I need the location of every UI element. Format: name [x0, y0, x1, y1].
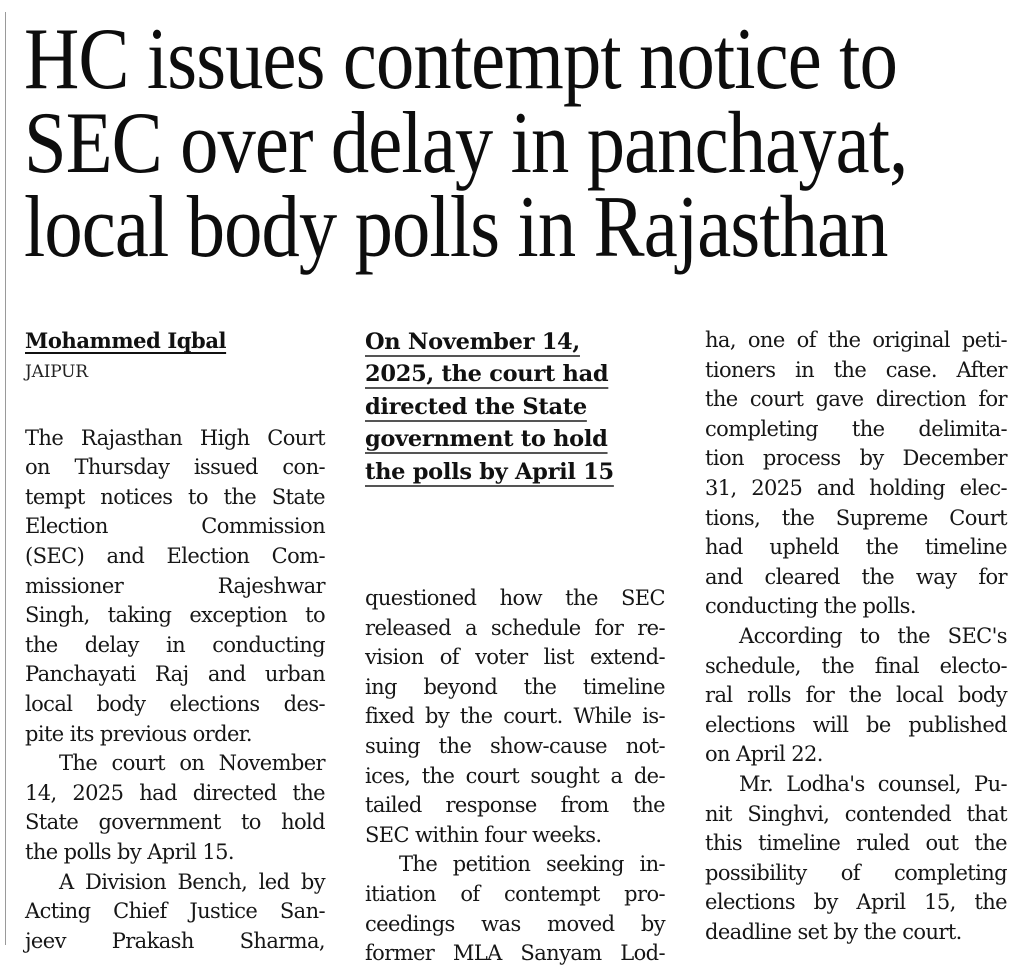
text-line: 31, 2025 and holding elec-	[705, 475, 1007, 500]
text-line: possibility of completing	[705, 860, 1007, 885]
text-line: local body elections des-	[25, 691, 325, 716]
pull-quote-line: directed the State	[365, 393, 587, 420]
text-line: SEC within four weeks.	[365, 822, 602, 847]
text-line: missioner Rajeshwar	[25, 573, 325, 598]
text-line: the delay in conducting	[25, 632, 325, 657]
text-line: questioned how the SEC	[365, 586, 665, 611]
pull-quote-line: government to hold	[365, 426, 608, 453]
text-line: suing the show-cause not-	[365, 734, 665, 758]
text-line: conducting the polls.	[705, 594, 916, 619]
text-line: the court gave direction for	[705, 387, 1007, 412]
pull-quote-line: 2025, the court had	[365, 361, 609, 388]
pull-quote-line: the polls by April 15	[365, 458, 614, 485]
left-column-rule	[5, 12, 6, 945]
text-line: fixed by the court. While is-	[365, 704, 665, 729]
text-line: tailed response from the	[365, 793, 665, 818]
text-line: The Rajasthan High Court	[25, 425, 325, 450]
text-line: former MLA Sanyam Lod-	[365, 941, 665, 966]
text-line: jeev Prakash Sharma,	[25, 928, 325, 953]
spacer	[25, 387, 325, 424]
text-line: schedule, the final electo-	[705, 653, 1007, 678]
text-line: The petition seeking in-	[399, 852, 665, 877]
text-line: elections by April 15, the	[705, 890, 1007, 915]
article-column-3	[705, 326, 1007, 947]
text-line: 14, 2025 had directed the	[25, 780, 325, 805]
text-line: pite its previous order.	[25, 721, 252, 746]
text-line: Mr. Lodha's counsel, Pu-	[739, 771, 1007, 796]
text-line: completing the delimita-	[705, 416, 1007, 441]
article-column-1	[25, 326, 325, 956]
dateline: JAIPUR	[25, 361, 88, 382]
headline-line: SEC over delay in panchayat,	[24, 95, 908, 192]
text-line: Singh, taking exception to	[25, 603, 325, 628]
text-line: A Division Bench, led by	[59, 869, 325, 894]
pull-quote-line: On November 14,	[365, 329, 580, 355]
text-line: Election Commission	[25, 514, 325, 539]
pull-quote	[365, 326, 665, 488]
headline	[24, 11, 908, 276]
text-line: the polls by April 15.	[25, 839, 234, 864]
byline: Mohammed Iqbal	[25, 328, 227, 353]
text-line: on Thursday issued con-	[25, 455, 325, 480]
headline-line: local body polls in Rajasthan	[24, 179, 888, 276]
text-line: elections will be published	[705, 712, 1007, 737]
text-line: deadline set by the court.	[705, 919, 962, 944]
text-line: ices, the court sought a de-	[365, 763, 665, 788]
text-line: State government to hold	[25, 810, 325, 835]
text-line: tempt notices to the State	[25, 484, 325, 509]
text-line: ral rolls for the local body	[705, 683, 1007, 708]
text-line: on April 22.	[705, 742, 823, 767]
spacer	[365, 488, 665, 584]
text-line: itiation of contempt pro-	[365, 881, 665, 906]
text-line: tion process by December	[705, 446, 1007, 471]
text-line: ing beyond the timeline	[365, 674, 665, 699]
text-line: Panchayati Raj and urban	[25, 662, 325, 687]
text-line: and cleared the way for	[705, 564, 1007, 589]
text-line: vision of voter list extend-	[365, 645, 665, 670]
text-line: had upheld the timeline	[705, 535, 1007, 560]
text-line: tions, the Supreme Court	[705, 505, 1007, 530]
text-line: (SEC) and Election Com-	[25, 543, 325, 568]
text-line: this timeline ruled out the	[705, 831, 1007, 856]
article-column-2	[365, 326, 665, 969]
text-line: The court on November	[59, 751, 325, 776]
headline-line: HC issues contempt notice to	[24, 11, 897, 108]
text-line: Acting Chief Justice San-	[25, 899, 325, 924]
text-line: released a schedule for re-	[365, 615, 665, 640]
text-line: ha, one of the original peti-	[705, 328, 1007, 352]
text-line: tioners in the case. After	[705, 357, 1007, 382]
text-line: According to the SEC's	[739, 623, 1007, 648]
text-line: ceedings was moved by	[365, 911, 665, 936]
text-line: nit Singhvi, contended that	[705, 801, 1007, 826]
